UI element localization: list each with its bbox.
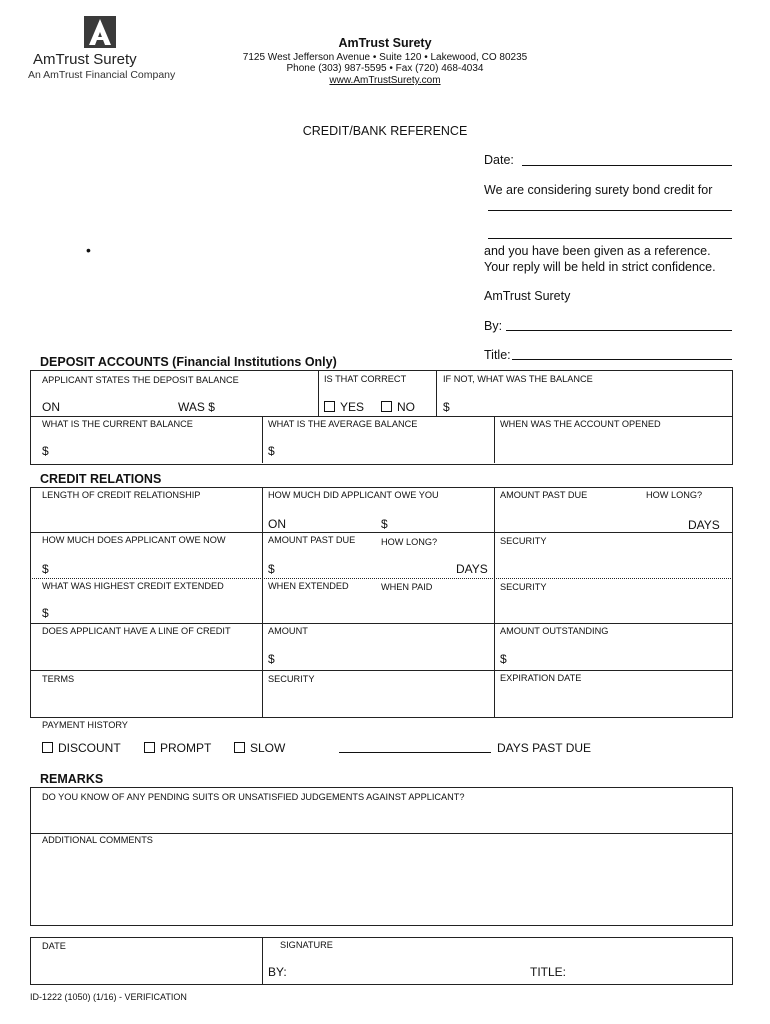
how-long-label-2: HOW LONG? [381,537,438,547]
divider [30,833,733,834]
days-past-due-label: DAYS PAST DUE [497,741,592,755]
how-long-label: HOW LONG? [646,490,703,500]
title-label: Title: [484,348,511,362]
was-label: WAS $ [178,400,215,414]
reference-text-1: and you have been given as a reference. [484,244,711,258]
by-field[interactable] [506,330,732,331]
credit-heading: CREDIT RELATIONS [40,472,162,486]
security-label-3: SECURITY [268,674,315,684]
logo-name: AmTrust Surety [33,51,137,68]
highest-credit-field[interactable]: $ [42,606,49,620]
sign-date-label: DATE [42,941,66,951]
remarks-heading: REMARKS [40,772,104,786]
company-website-link[interactable]: www.AmTrustSurety.com [329,75,441,86]
reference-text-2: Your reply will be held in strict confidence. [484,260,716,274]
pending-suits-label: DO YOU KNOW OF ANY PENDING SUITS OR UNSATISFIED JUDGEMENTS AGAINST APPLICANT? [42,792,465,802]
divider [30,623,733,624]
divider [30,416,733,417]
past-due-label-2: AMOUNT PAST DUE [268,535,356,545]
company-name: AmTrust Surety [338,36,432,50]
checkbox-icon [381,401,392,412]
signature-table [30,937,733,985]
current-balance-field[interactable]: $ [42,444,49,458]
on-label: ON [42,400,60,414]
outstanding-label: AMOUNT OUTSTANDING [500,626,609,636]
checkbox-icon [42,742,53,753]
no-checkbox[interactable]: NO [381,400,415,414]
form-id: ID-1222 (1050) (1/16) - VERIFICATION [30,992,187,1002]
highest-credit-label: WHAT WAS HIGHEST CREDIT EXTENDED [42,581,224,591]
owe-now-label: HOW MUCH DOES APPLICANT OWE NOW [42,535,226,545]
requesting-company: AmTrust Surety [484,289,571,303]
owed-dollar[interactable]: $ [381,517,388,531]
amount-field[interactable]: $ [268,652,275,666]
sign-by-label: BY: [268,965,287,979]
when-extended-label: WHEN EXTENDED [268,581,349,591]
applicant-name-field[interactable] [488,210,732,211]
divider [494,417,495,463]
deposit-heading: DEPOSIT ACCOUNTS (Financial Institutions Only) [40,355,337,369]
security-label-2: SECURITY [500,582,547,592]
company-phone-fax: Phone (303) 987-5595 • Fax (720) 468-4034 [286,63,484,74]
account-opened-label: WHEN WAS THE ACCOUNT OPENED [500,419,661,429]
amtrust-logo-icon [84,16,116,48]
divider [262,938,263,984]
sign-title-label: TITLE: [530,965,567,979]
is-correct-label: IS THAT CORRECT [324,374,407,384]
slow-checkbox[interactable]: SLOW [234,741,285,755]
amount-label: AMOUNT [268,626,308,636]
divider [262,417,263,463]
length-label: LENGTH OF CREDIT RELATIONSHIP [42,490,201,500]
terms-label: TERMS [42,674,75,684]
by-label: By: [484,319,503,333]
divider [318,371,319,417]
owed-on-label: ON [268,517,286,531]
date-label: Date: [484,153,514,167]
date-field[interactable] [522,165,732,166]
past-due-label: AMOUNT PAST DUE [500,490,588,500]
divider [30,578,733,579]
checkbox-icon [324,401,335,412]
when-paid-label: WHEN PAID [381,582,433,592]
owe-now-field[interactable]: $ [42,562,49,576]
if-not-label: IF NOT, WHAT WAS THE BALANCE [443,374,593,384]
prompt-checkbox[interactable]: PROMPT [144,741,211,755]
if-not-dollar[interactable]: $ [443,400,450,414]
divider [30,532,733,533]
applicant-states-label: APPLICANT STATES THE DEPOSIT BALANCE [42,375,239,385]
expiration-label: EXPIRATION DATE [500,673,582,683]
divider [494,488,495,717]
average-balance-field[interactable]: $ [268,444,275,458]
signature-label: SIGNATURE [280,940,333,950]
past-due-field[interactable]: $ [268,562,275,576]
days-label-2: DAYS [456,562,488,576]
outstanding-field[interactable]: $ [500,652,507,666]
additional-comments-label: ADDITIONAL COMMENTS [42,835,153,845]
divider [262,488,263,717]
company-address: 7125 West Jefferson Avenue • Suite 120 • Lakewood, CO 80235 [242,52,528,63]
divider [436,371,437,417]
current-balance-label: WHAT IS THE CURRENT BALANCE [42,419,193,429]
payment-history-label: PAYMENT HISTORY [42,720,128,730]
days-past-due-field[interactable] [339,752,491,753]
average-balance-label: WHAT IS THE AVERAGE BALANCE [268,419,418,429]
line-of-credit-label: DOES APPLICANT HAVE A LINE OF CREDIT [42,626,231,636]
title-field[interactable] [512,359,732,360]
checkbox-icon [234,742,245,753]
logo-subtitle: An AmTrust Financial Company [28,69,176,81]
yes-checkbox[interactable]: YES [324,400,364,414]
security-label: SECURITY [500,536,547,546]
owed-label: HOW MUCH DID APPLICANT OWE YOU [268,490,439,500]
applicant-name-field-2[interactable] [488,238,732,239]
considering-text: We are considering surety bond credit for [484,183,713,197]
days-label: DAYS [688,518,720,532]
remarks-table [30,787,733,926]
form-title: CREDIT/BANK REFERENCE [302,124,468,138]
discount-checkbox[interactable]: DISCOUNT [42,741,121,755]
checkbox-icon [144,742,155,753]
divider [30,670,733,671]
bullet-mark: • [86,242,91,258]
